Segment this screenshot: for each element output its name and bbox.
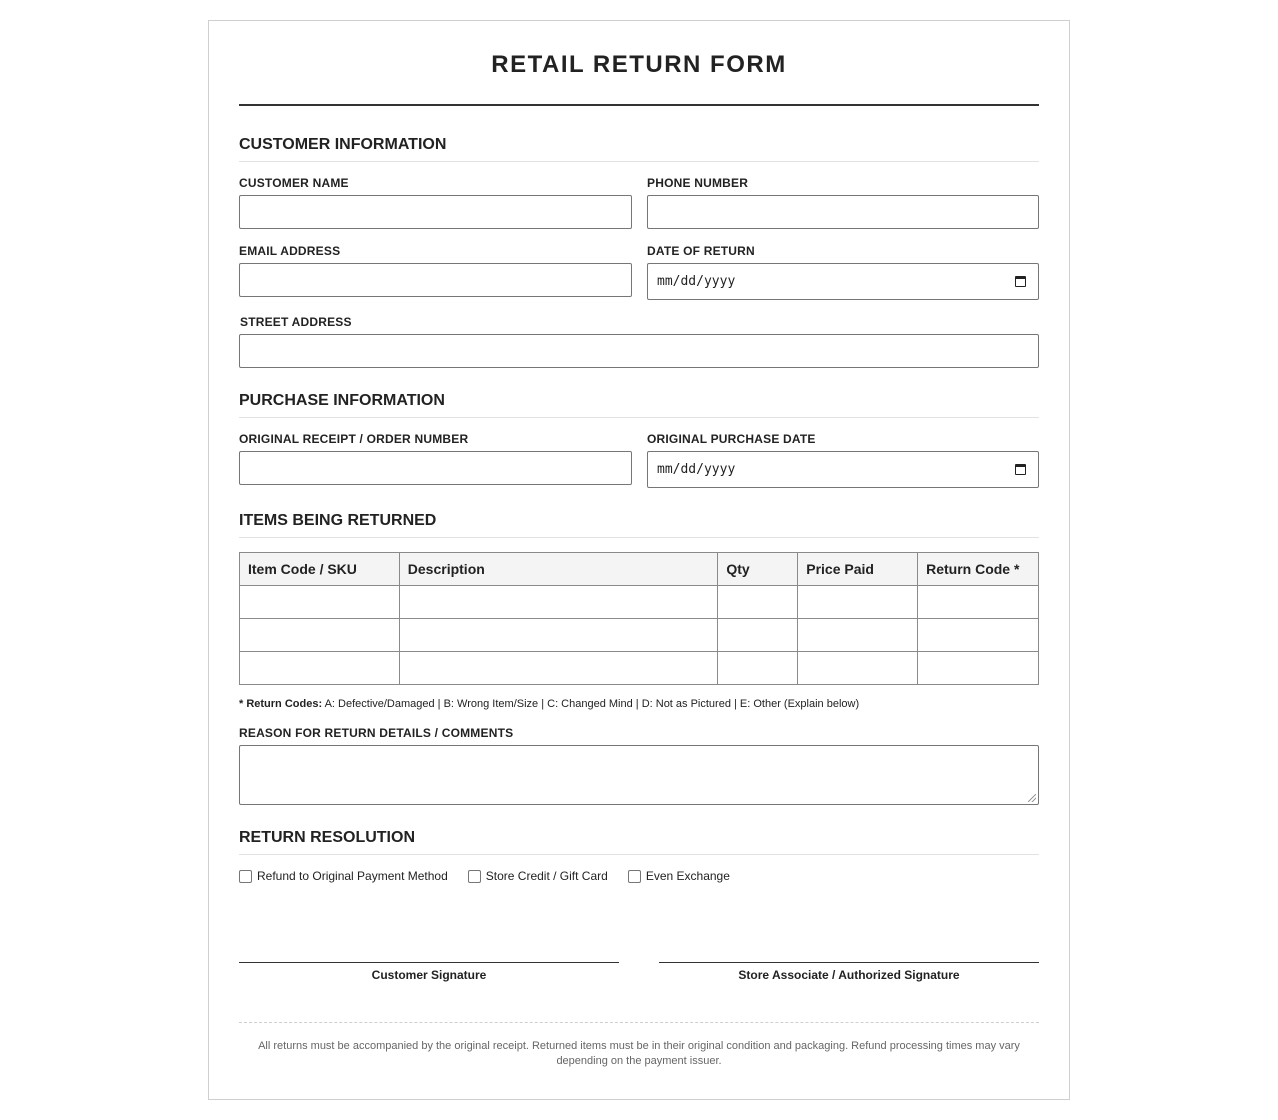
option-exchange-label: Even Exchange bbox=[645, 869, 730, 883]
receipt-number-label: ORIGINAL RECEIPT / ORDER NUMBER bbox=[239, 432, 469, 446]
section-title-purchase: PURCHASE INFORMATION bbox=[239, 392, 1039, 418]
customer-signature-line[interactable] bbox=[239, 962, 619, 963]
form-title: RETAIL RETURN FORM bbox=[491, 51, 787, 78]
title-rule bbox=[239, 104, 1039, 106]
table-cell[interactable] bbox=[918, 619, 1039, 652]
customer-name-input[interactable] bbox=[239, 195, 632, 229]
section-title-resolution: RETURN RESOLUTION bbox=[239, 829, 1039, 855]
reason-label: REASON FOR RETURN DETAILS / COMMENTS bbox=[239, 726, 514, 740]
associate-signature-label: Store Associate / Authorized Signature bbox=[738, 968, 960, 982]
column-header-sku: Item Code / SKU bbox=[240, 553, 400, 586]
form-sheet bbox=[208, 20, 1070, 1100]
column-header-qty: Qty bbox=[718, 553, 798, 586]
return-codes-text: A: Defective/Damaged | B: Wrong Item/Size | C: Changed Mind | D: Not as Pictured | E: Other (Explain below) bbox=[322, 698, 860, 710]
table-cell[interactable] bbox=[399, 586, 718, 619]
footer-note: All returns must be accompanied by the original receipt. Returned items must be in their original condition and packaging. Refund processing times may vary depending on the payment issuer. bbox=[258, 1040, 1020, 1067]
purchase-date-placeholder: mm/dd/yyyy bbox=[657, 462, 736, 477]
return-codes-note bbox=[239, 698, 859, 710]
option-store-credit[interactable] bbox=[468, 869, 608, 883]
reason-textarea[interactable] bbox=[239, 745, 1039, 805]
calendar-icon[interactable] bbox=[1015, 276, 1026, 287]
email-address-input[interactable] bbox=[239, 263, 632, 297]
column-header-return-code: Return Code * bbox=[918, 553, 1039, 586]
phone-number-label: PHONE NUMBER bbox=[647, 176, 749, 190]
date-of-return-label: DATE OF RETURN bbox=[647, 244, 755, 258]
refund-checkbox[interactable] bbox=[239, 870, 252, 883]
receipt-number-input[interactable] bbox=[239, 451, 632, 485]
customer-name-label: CUSTOMER NAME bbox=[239, 176, 349, 190]
table-header-row bbox=[240, 553, 1039, 586]
table-cell[interactable] bbox=[718, 586, 798, 619]
purchase-date-input[interactable] bbox=[647, 451, 1039, 488]
table-cell[interactable] bbox=[798, 619, 918, 652]
associate-signature-line[interactable] bbox=[659, 962, 1039, 963]
section-title-customer: CUSTOMER INFORMATION bbox=[239, 136, 1039, 162]
street-address-label: STREET ADDRESS bbox=[240, 315, 352, 329]
table-cell[interactable] bbox=[399, 619, 718, 652]
option-store-credit-label: Store Credit / Gift Card bbox=[485, 869, 608, 883]
table-cell[interactable] bbox=[240, 652, 400, 685]
column-header-price: Price Paid bbox=[798, 553, 918, 586]
phone-number-input[interactable] bbox=[647, 195, 1039, 229]
table-cell[interactable] bbox=[718, 652, 798, 685]
table-row bbox=[240, 652, 1039, 685]
purchase-date-label: ORIGINAL PURCHASE DATE bbox=[647, 432, 816, 446]
items-table bbox=[239, 552, 1039, 685]
resize-grip-icon[interactable] bbox=[1028, 794, 1036, 802]
table-cell[interactable] bbox=[798, 586, 918, 619]
store-credit-checkbox[interactable] bbox=[468, 870, 481, 883]
customer-signature-label: Customer Signature bbox=[371, 968, 487, 982]
table-cell[interactable] bbox=[240, 619, 400, 652]
table-cell[interactable] bbox=[240, 586, 400, 619]
option-exchange[interactable] bbox=[628, 869, 730, 883]
table-cell[interactable] bbox=[718, 619, 798, 652]
table-row bbox=[240, 619, 1039, 652]
resolution-options bbox=[239, 868, 750, 884]
calendar-icon[interactable] bbox=[1015, 464, 1026, 475]
table-row bbox=[240, 586, 1039, 619]
section-title-items: ITEMS BEING RETURNED bbox=[239, 512, 1039, 538]
table-cell[interactable] bbox=[399, 652, 718, 685]
column-header-description: Description bbox=[399, 553, 718, 586]
option-refund-label: Refund to Original Payment Method bbox=[257, 869, 448, 883]
date-of-return-placeholder: mm/dd/yyyy bbox=[657, 274, 736, 289]
table-cell[interactable] bbox=[798, 652, 918, 685]
exchange-checkbox[interactable] bbox=[628, 870, 641, 883]
email-address-label: EMAIL ADDRESS bbox=[239, 244, 341, 258]
option-refund[interactable] bbox=[239, 869, 448, 883]
date-of-return-input[interactable] bbox=[647, 263, 1039, 300]
footer-divider bbox=[239, 1022, 1039, 1023]
street-address-input[interactable] bbox=[239, 334, 1039, 368]
table-cell[interactable] bbox=[918, 652, 1039, 685]
table-cell[interactable] bbox=[918, 586, 1039, 619]
return-codes-label: * Return Codes: bbox=[239, 698, 323, 710]
